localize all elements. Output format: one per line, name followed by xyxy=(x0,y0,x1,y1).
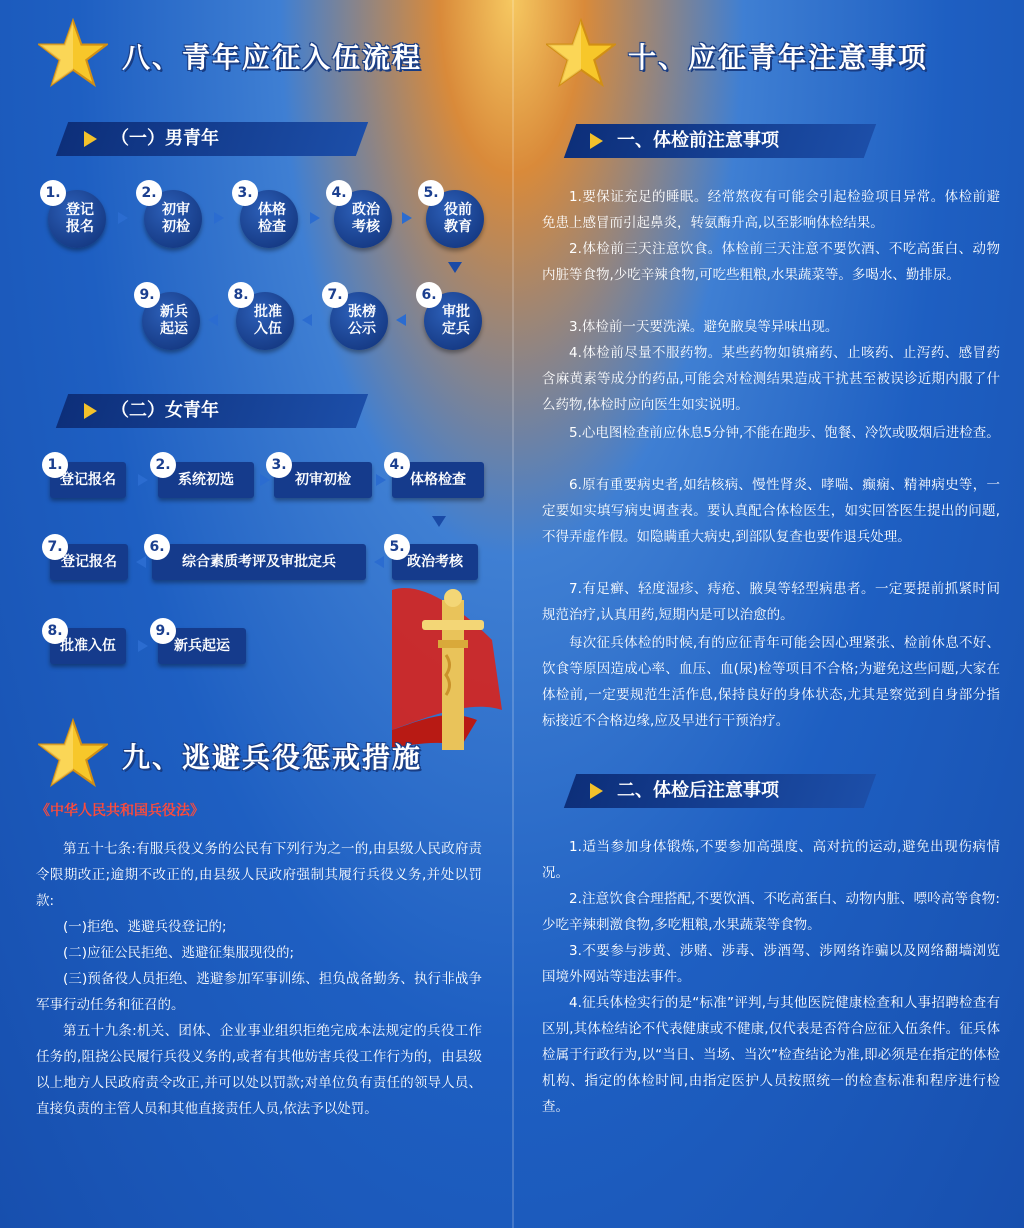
arrow-left-icon xyxy=(208,314,218,326)
arrow-right-icon xyxy=(310,212,320,224)
male-step-1 xyxy=(45,185,106,248)
before-banner xyxy=(590,124,779,158)
arrow-down-icon xyxy=(432,516,446,527)
arrow-right-icon xyxy=(214,212,224,224)
law-paragraph: 第五十七条:有服兵役义务的公民有下列行为之一的,由县级人民政府责令限期改正;逾期不改正的,由县级人民政府强制其履行兵役义务,并处以罚款: xyxy=(36,841,482,909)
step-number: 8. xyxy=(228,282,254,308)
triangle-icon xyxy=(84,403,97,419)
section-10-title: 十、应征青年注意事项 xyxy=(628,41,929,74)
female-step-1 xyxy=(47,457,126,498)
triangle-icon xyxy=(590,783,603,799)
after-banner xyxy=(590,774,779,808)
arrow-left-icon xyxy=(396,314,406,326)
triangle-icon xyxy=(590,133,603,149)
step-number: 9. xyxy=(134,282,160,308)
before-paragraph: 2.体检前三天注意饮食。体检前三天注意不要饮酒、不吃高蛋白、动物内脏等食物,少吃辛辣食物,可吃些粗粮,水果蔬菜等。多喝水、勤排尿。 xyxy=(542,241,1000,283)
step-label: 体格检查 xyxy=(258,202,286,235)
step-label: 登记报名 xyxy=(61,554,117,570)
arrow-right-icon xyxy=(118,212,128,224)
after-paragraph: 3.不要参与涉黄、涉赌、涉毒、涉酒驾、涉网络诈骗以及网络翻墙浏览国境外网站等违法事件。 xyxy=(542,943,1000,985)
after-banner-label: 二、体检后注意事项 xyxy=(617,780,779,801)
law-paragraph: 第五十九条:机关、团体、企业事业组织拒绝完成本法规定的兵役工作任务的,阻挠公民履行兵役义务的,或者有其他妨害兵役工作行为的，由县级以上地方人民政府责令改正,并可以处以罚款;对单位负有责任的领导人员、直接负责的主管人员和其他直接责任人员,依法予以处罚。 xyxy=(36,1023,482,1117)
section-8-title: 八、青年应征入伍流程 xyxy=(122,41,423,74)
step-number: 4. xyxy=(326,180,352,206)
step-number: 7. xyxy=(322,282,348,308)
female-step-2 xyxy=(155,457,254,498)
arrow-right-icon xyxy=(260,474,270,486)
before-paragraph: 6.原有重要病史者,如结核病、慢性肾炎、哮喘、癫痫、精神病史等，一定要如实填写病史调查表。要认真配合体检医生，如实回答医生提出的问题,不得弄虚作假。如隐瞒重大病史,到部队复查也要作退兵处理。 xyxy=(542,477,1000,545)
step-label: 张榜公示 xyxy=(348,304,376,337)
male-step-2 xyxy=(141,185,202,248)
step-number: 5. xyxy=(418,180,444,206)
step-label: 新兵起运 xyxy=(174,638,230,654)
huabiao-pillar-illustration xyxy=(392,580,512,750)
male-step-6 xyxy=(421,287,482,350)
step-number: 1. xyxy=(42,452,68,478)
step-label: 登记报名 xyxy=(60,472,116,488)
step-number: 5. xyxy=(384,534,410,560)
step-number: 6. xyxy=(144,534,170,560)
male-banner-label: （一）男青年 xyxy=(111,128,219,149)
step-number: 3. xyxy=(232,180,258,206)
female-step-8 xyxy=(47,623,126,664)
step-label: 初审初检 xyxy=(295,472,351,488)
before-paragraph: 每次征兵体检的时候,有的应征青年可能会因心理紧张、检前休息不好、饮食等原因造成心率、血压、血(尿)检等项目不合格;为避免这些问题,大家在体检前,一定要规范生活作息,保持良好的身体状态,尤其是察觉到自身部分指标接近不合格边缘,应及早进行干预治疗。 xyxy=(542,635,1000,729)
step-number: 9. xyxy=(150,618,176,644)
step-label: 审批定兵 xyxy=(442,304,470,337)
step-label: 批准入伍 xyxy=(60,638,116,654)
after-paragraph: 2.注意饮食合理搭配,不要饮酒、不吃高蛋白、动物内脏、嘌呤高等食物:少吃辛辣刺激食物,多吃粗粮,水果蔬菜等食物。 xyxy=(542,891,1000,933)
female-step-5 xyxy=(389,539,478,580)
step-number: 1. xyxy=(40,180,66,206)
female-step-9 xyxy=(155,623,246,664)
female-step-7 xyxy=(47,539,128,580)
before-paragraph: 5.心电图检查前应休息5分钟,不能在跑步、饱餐、冷饮或吸烟后进检查。 xyxy=(569,425,1000,441)
female-step-4 xyxy=(389,457,484,498)
step-label: 批准入伍 xyxy=(254,304,282,337)
male-step-8 xyxy=(233,287,294,350)
after-paragraph: 1.适当参加身体锻炼,不要参加高强度、高对抗的运动,避免出现伤病情况。 xyxy=(542,839,1000,881)
arrow-right-icon xyxy=(376,474,386,486)
law-paragraph: (二)应征公民拒绝、逃避征集服现役的; xyxy=(63,945,295,961)
arrow-right-icon xyxy=(402,212,412,224)
step-number: 7. xyxy=(42,534,68,560)
before-paragraph: 1.要保证充足的睡眠。经常熬夜有可能会引起检验项目异常。体检前避免患上感冒而引起鼻炎，转氨酶升高,以至影响体检结果。 xyxy=(542,189,1000,231)
law-paragraph: (三)预备役人员拒绝、逃避参加军事训练、担负战备勤务、执行非战争军事行动任务和征召的。 xyxy=(36,971,482,1013)
female-banner xyxy=(84,394,219,428)
star-icon xyxy=(546,18,616,88)
male-step-7 xyxy=(327,287,388,350)
step-number: 2. xyxy=(136,180,162,206)
male-step-4 xyxy=(331,185,392,248)
female-step-6 xyxy=(149,539,366,580)
star-icon xyxy=(38,718,108,788)
triangle-icon xyxy=(84,131,97,147)
step-number: 2. xyxy=(150,452,176,478)
step-number: 8. xyxy=(42,618,68,644)
section-9-title: 九、逃避兵役惩戒措施 xyxy=(122,741,423,774)
before-paragraph: 3.体检前一天要洗澡。避免腋臭等异味出现。 xyxy=(569,319,839,335)
step-number: 4. xyxy=(384,452,410,478)
arrow-left-icon xyxy=(136,556,146,568)
arrow-left-icon xyxy=(302,314,312,326)
step-label: 新兵起运 xyxy=(160,304,188,337)
step-label: 登记报名 xyxy=(66,202,94,235)
male-banner xyxy=(84,122,219,156)
step-number: 3. xyxy=(266,452,292,478)
step-label: 体格检查 xyxy=(410,472,466,488)
arrow-right-icon xyxy=(138,474,148,486)
female-step-3 xyxy=(271,457,372,498)
step-number: 6. xyxy=(416,282,442,308)
after-paragraph: 4.征兵体检实行的是“标准”评判,与其他医院健康检查和人事招聘检查有区别,其体检结论不代表健康或不健康,仅代表是否符合应征入伍条件。征兵体检属于行政行为,以“当日、当场、当次”检查结论为准,即必须是在指定的体检机构、指定的体检时间,由指定医护人员按照统一的检查标准和程序进行检查。 xyxy=(542,995,1000,1115)
before-banner-label: 一、体检前注意事项 xyxy=(617,130,779,151)
male-step-9 xyxy=(139,287,200,350)
before-paragraph: 7.有足癣、轻度湿疹、痔疮、腋臭等轻型病患者。一定要提前抓紧时间规范治疗,认真用药,短期内是可以治愈的。 xyxy=(542,581,1000,623)
fold-line xyxy=(512,0,514,1228)
step-label: 役前教育 xyxy=(444,202,472,235)
star-icon xyxy=(38,18,108,88)
step-label: 政治考核 xyxy=(352,202,380,235)
step-label: 政治考核 xyxy=(407,554,463,570)
arrow-right-icon xyxy=(138,640,148,652)
step-label: 系统初选 xyxy=(178,472,234,488)
male-step-5 xyxy=(423,185,484,248)
arrow-left-icon xyxy=(374,556,384,568)
female-banner-label: （二）女青年 xyxy=(111,400,219,421)
step-label: 综合素质考评及审批定兵 xyxy=(182,554,336,570)
male-step-3 xyxy=(237,185,298,248)
law-name: 《中华人民共和国兵役法》 xyxy=(36,803,204,819)
step-label: 初审初检 xyxy=(162,202,190,235)
arrow-down-icon xyxy=(448,262,462,273)
before-paragraph: 4.体检前尽量不服药物。某些药物如镇痛药、止咳药、止泻药、感冒药含麻黄素等成分的药品,可能会对检测结果造成干扰甚至被误诊近期内服了什么药物,体检时应向医生如实说明。 xyxy=(542,345,1000,413)
law-paragraph: (一)拒绝、逃避兵役登记的; xyxy=(63,919,227,935)
